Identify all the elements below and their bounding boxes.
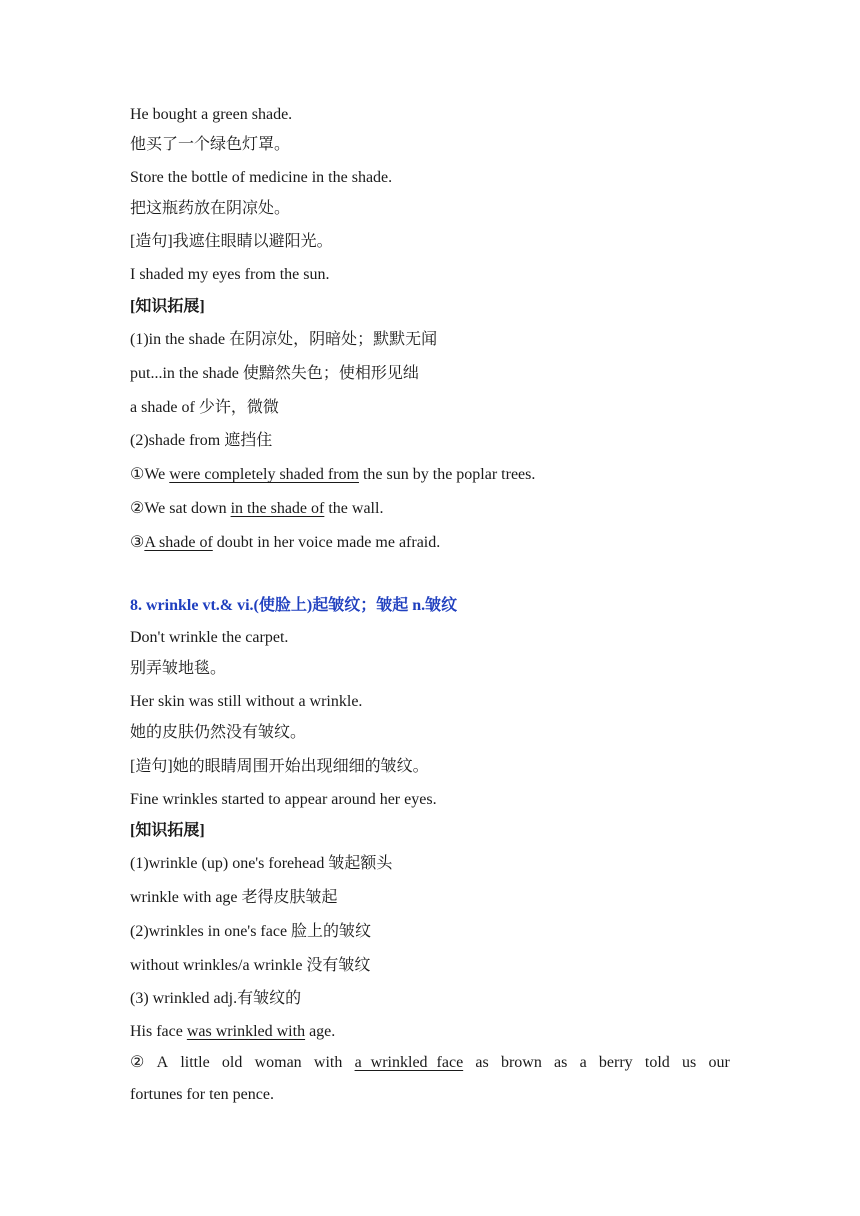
word: little xyxy=(180,1054,210,1071)
example-en: Her skin was still without a wrinkle. xyxy=(130,693,363,710)
word: woman xyxy=(254,1054,302,1071)
sentence-text: the sun by the poplar trees. xyxy=(358,466,536,483)
word: our xyxy=(708,1054,730,1071)
underlined-phrase: was wrinkled with xyxy=(186,1023,306,1040)
phrase-item: without wrinkles/a wrinkle 没有皱纹 xyxy=(130,957,371,974)
underlined-phrase: in the shade of xyxy=(230,500,325,517)
example-zh: 他买了一个绿色灯罩。 xyxy=(130,136,291,153)
word: as xyxy=(475,1054,489,1071)
underlined-phrase: were completely shaded from xyxy=(169,466,359,483)
word: A xyxy=(156,1054,169,1071)
phrase-item: (1)in the shade 在阴凉处，阴暗处；默默无闻 xyxy=(130,331,438,348)
sentence-text: His face xyxy=(130,1023,187,1040)
sentence-text: the wall. xyxy=(324,500,384,517)
example-sentence xyxy=(130,498,383,520)
underlined-phrase: a wrinkled face xyxy=(354,1054,464,1071)
example-sentence xyxy=(130,532,440,554)
example-sentence-justified xyxy=(130,1052,730,1074)
word: as xyxy=(554,1054,568,1071)
word: us xyxy=(682,1054,697,1071)
example-zh: 别弄皱地毯。 xyxy=(130,660,227,677)
sentence-text: ①We xyxy=(130,466,170,483)
sentence-text: age. xyxy=(305,1023,336,1040)
phrase-item: a shade of 少许，微微 xyxy=(130,399,279,416)
example-sentence xyxy=(130,1021,335,1043)
section-heading: 8. wrinkle vt.& vi.(使脸上)起皱纹；皱起 n.皱纹 xyxy=(130,597,458,614)
sentence-text: doubt in her voice made me afraid. xyxy=(212,534,441,551)
phrase-item: (2)wrinkles in one's face 脸上的皱纹 xyxy=(130,923,372,940)
example-en: Store the bottle of medicine in the shade. xyxy=(130,169,393,186)
word: with xyxy=(313,1054,343,1071)
make-sentence-en: I shaded my eyes from the sun. xyxy=(130,266,330,283)
make-sentence-zh: [造句]我遮住眼睛以避阳光。 xyxy=(130,233,333,250)
word: old xyxy=(221,1054,243,1071)
word: told xyxy=(644,1054,670,1071)
sentence-text: ③ xyxy=(130,534,145,551)
word: a xyxy=(579,1054,587,1071)
phrase-item: (3) wrinkled adj.有皱纹的 xyxy=(130,990,302,1007)
sentence-text: ②We sat down xyxy=(130,500,231,517)
example-sentence xyxy=(130,464,535,486)
phrase-item: (1)wrinkle (up) one's forehead 皱起额头 xyxy=(130,855,393,872)
phrase-item: (2)shade from 遮挡住 xyxy=(130,432,273,449)
example-sentence-cont: fortunes for ten pence. xyxy=(130,1086,274,1103)
example-en: He bought a green shade. xyxy=(130,106,293,123)
word: berry xyxy=(598,1054,633,1071)
phrase-item: wrinkle with age 老得皮肤皱起 xyxy=(130,889,338,906)
example-zh: 她的皮肤仍然没有皱纹。 xyxy=(130,724,307,741)
phrase-item: put...in the shade 使黯然失色；使相形见绌 xyxy=(130,365,419,382)
underlined-phrase: A shade of xyxy=(144,534,213,551)
expansion-title: [知识拓展] xyxy=(130,822,205,839)
example-zh: 把这瓶药放在阴凉处。 xyxy=(130,200,291,217)
word: brown xyxy=(500,1054,542,1071)
word: ② xyxy=(130,1054,145,1071)
expansion-title: [知识拓展] xyxy=(130,298,205,315)
example-en: Don't wrinkle the carpet. xyxy=(130,629,289,646)
make-sentence-en: Fine wrinkles started to appear around her eyes. xyxy=(130,791,437,808)
make-sentence-zh: [造句]她的眼睛周围开始出现细细的皱纹。 xyxy=(130,758,429,775)
